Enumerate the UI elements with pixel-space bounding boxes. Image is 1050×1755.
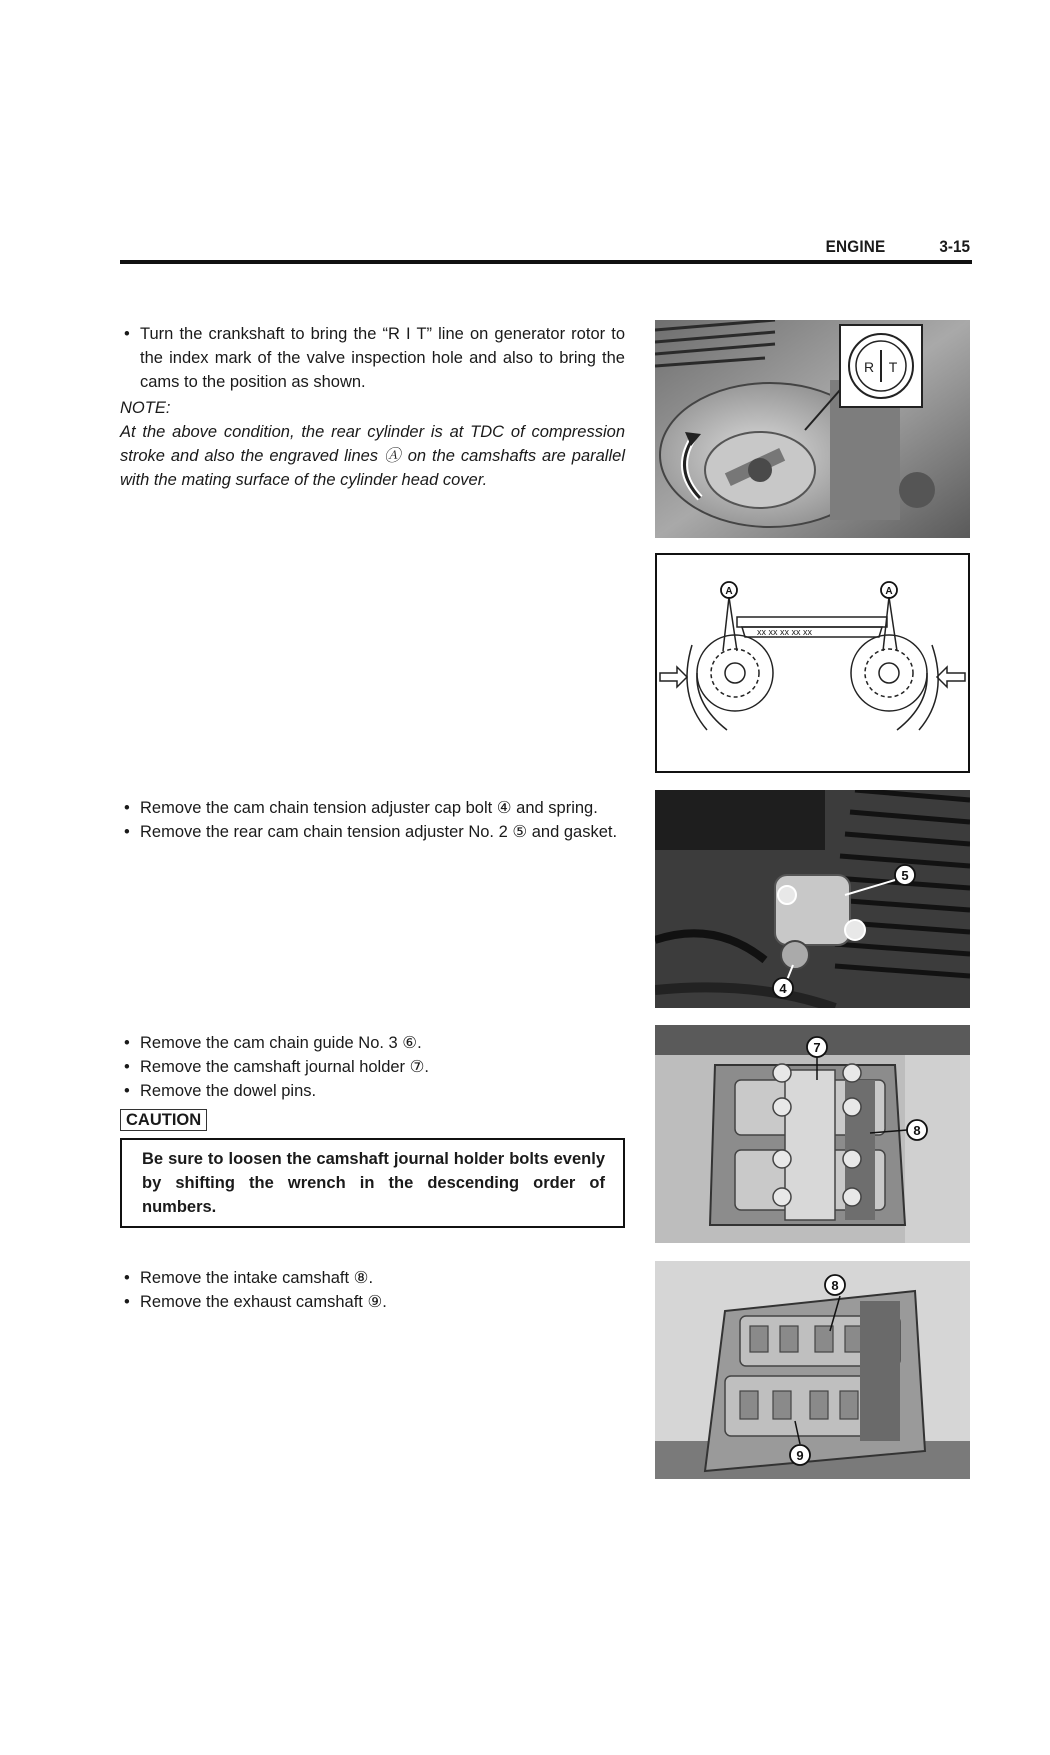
camshaft-photo — [655, 1261, 970, 1479]
step-3 — [120, 1031, 625, 1228]
page-number: 3-15 — [939, 237, 970, 256]
section-title: ENGINE — [825, 237, 885, 256]
step-3-bullet-2: • Remove the camshaft journal holder ⑦. — [120, 1055, 625, 1079]
step-1 — [120, 322, 625, 492]
inset-label-t: T — [888, 359, 898, 375]
generator-rotor-photo — [655, 320, 970, 538]
step-4 — [120, 1266, 625, 1314]
step-2-bullet-1: • Remove the cam chain tension adjuster cap bolt ④ and spring. — [120, 796, 625, 820]
callout-8-cam: 8 — [831, 1278, 839, 1293]
label-a-right: A — [885, 586, 893, 597]
callout-8: 8 — [913, 1123, 921, 1138]
step-4-bullet-1: • Remove the intake camshaft ⑧. — [120, 1266, 625, 1290]
step-1-bullet-1: • Turn the crankshaft to bring the “R I T” line on generator rotor to the index mark of the valve inspection hole and also to bring the cams to the position as shown. — [120, 322, 625, 394]
cam-position-diagram — [655, 553, 970, 773]
step-3-bullet-1: • Remove the cam chain guide No. 3 ⑥. — [120, 1031, 625, 1055]
step-3-bullet-3: • Remove the dowel pins. — [120, 1079, 625, 1103]
callout-5: 5 — [901, 868, 909, 883]
note-title: NOTE: — [120, 399, 171, 417]
step-4-bullet-2: • Remove the exhaust camshaft ⑨. — [120, 1290, 625, 1314]
label-a-left: A — [725, 586, 733, 597]
step-2-bullet-2: • Remove the rear cam chain tension adjuster No. 2 ⑤ and gasket. — [120, 820, 625, 844]
callout-9: 9 — [796, 1448, 804, 1463]
inset-label-r: R — [863, 359, 875, 375]
step-2 — [120, 796, 625, 844]
note-text: At the above condition, the rear cylinder is at TDC of compression stroke and also the engraved lines Ⓐ on the camshafts are parallel with the mating surface of the cylinder head cover. — [120, 423, 625, 489]
header-rule — [120, 260, 972, 264]
svg-text:xx xx xx xx xx: xx xx xx xx xx — [757, 627, 813, 637]
journal-holder-photo — [655, 1025, 970, 1243]
caution-box: Be sure to loosen the camshaft journal holder bolts evenly by shifting the wrench in the descending order of numbers. — [120, 1138, 625, 1228]
callout-4: 4 — [779, 981, 787, 996]
callout-7: 7 — [813, 1040, 821, 1055]
caution-label: CAUTION — [120, 1109, 207, 1131]
tension-adjuster-photo — [655, 790, 970, 1008]
